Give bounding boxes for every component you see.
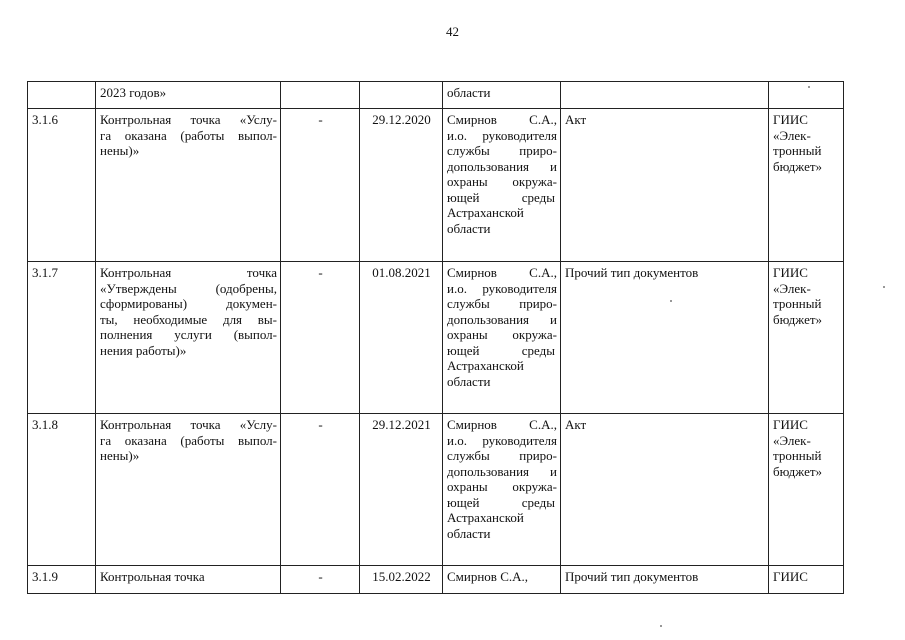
cell-dash: -: [281, 566, 360, 594]
table-row: [28, 262, 844, 414]
cell-date: 29.12.2020: [360, 109, 443, 262]
cell-line: тронный: [773, 296, 822, 311]
cell-line: Астраханской: [447, 205, 524, 220]
cell-line: нены)»: [100, 143, 140, 158]
cell-system: [769, 566, 844, 594]
cell-num: 3.1.7: [28, 262, 96, 414]
cell-line: Астраханской: [447, 358, 524, 373]
cell-line: Контрольная точка «Услу-: [100, 112, 277, 127]
cell-line: области: [447, 525, 491, 541]
cell-line: нены)»: [100, 448, 140, 463]
cell-doc-type: Прочий тип документов: [561, 262, 769, 414]
cell-line: службы приро-: [447, 143, 557, 158]
page-number: 42: [446, 24, 459, 39]
cell-line: Смирнов С.А.,: [447, 569, 529, 584]
cell-line: га оказана (работы выпол-: [100, 432, 277, 448]
cell-line: ГИИС: [773, 112, 808, 127]
scan-speck: [660, 625, 662, 627]
cell-line: охраны окружа-: [447, 479, 557, 494]
cell-line: службы приро-: [447, 448, 557, 463]
cell-doc-type: Акт: [561, 414, 769, 566]
cell-dash: [281, 82, 360, 109]
cell-date: 29.12.2021: [360, 414, 443, 566]
cell-line: сформированы) докумен-: [100, 296, 277, 311]
cell-name: 2023 годов»: [96, 82, 281, 109]
cell-line: допользования и: [447, 463, 557, 479]
cell-line: ГИИС: [773, 569, 808, 584]
cell-line: допользования и: [447, 158, 557, 174]
table-row: [28, 109, 844, 262]
table-row: [28, 566, 844, 594]
cell-line: ГИИС: [773, 417, 808, 432]
cell-name: [96, 262, 281, 414]
cell-date: 15.02.2022: [360, 566, 443, 594]
cell-system: [769, 82, 844, 109]
table-row-continuation: [28, 82, 844, 109]
table-row: [28, 414, 844, 566]
cell-line: «Элек-: [773, 280, 811, 296]
cell-line: Контрольная точка: [100, 265, 277, 280]
cell-name: [96, 566, 281, 594]
cell-line: охраны окружа-: [447, 327, 557, 342]
cell-responsible: [443, 414, 561, 566]
cell-line: бюджет»: [773, 463, 823, 479]
scan-speck: [670, 300, 672, 302]
cell-doc-type: Прочий тип документов: [561, 566, 769, 594]
cell-num: [28, 82, 96, 109]
cell-system: [769, 414, 844, 566]
cell-line: бюджет»: [773, 311, 823, 327]
cell-line: допользования и: [447, 311, 557, 327]
cell-line: «Элек-: [773, 432, 811, 448]
cell-line: ГИИС: [773, 265, 808, 280]
cell-num: 3.1.9: [28, 566, 96, 594]
cell-line: ты, необходимые для вы-: [100, 311, 277, 327]
control-points-table: [27, 81, 844, 594]
cell-line: бюджет»: [773, 158, 823, 174]
cell-line: охраны окружа-: [447, 174, 557, 189]
cell-line: области: [447, 373, 491, 389]
cell-line: Смирнов С.А.,: [447, 112, 557, 127]
cell-dash: -: [281, 109, 360, 262]
cell-line: Контрольная точка: [100, 569, 205, 584]
cell-line: ющей среды: [447, 494, 555, 510]
cell-line: Смирнов С.А.,: [447, 265, 557, 280]
cell-line: ющей среды: [447, 342, 555, 358]
cell-name: [96, 109, 281, 262]
cell-line: тронный: [773, 448, 822, 463]
cell-line: Контрольная точка «Услу-: [100, 417, 277, 432]
cell-line: тронный: [773, 143, 822, 158]
cell-date: 01.08.2021: [360, 262, 443, 414]
cell-system: [769, 109, 844, 262]
cell-system: [769, 262, 844, 414]
scan-speck: [883, 286, 885, 288]
cell-line: «Утверждены (одобрены,: [100, 280, 277, 296]
cell-line: полнения услуги (выпол-: [100, 327, 277, 342]
cell-num: 3.1.6: [28, 109, 96, 262]
cell-dash: -: [281, 262, 360, 414]
cell-line: области: [447, 220, 491, 236]
cell-line: га оказана (работы выпол-: [100, 127, 277, 143]
cell-responsible: [443, 566, 561, 594]
cell-doc-type: Акт: [561, 109, 769, 262]
cell-date: [360, 82, 443, 109]
cell-name: [96, 414, 281, 566]
cell-dash: -: [281, 414, 360, 566]
cell-line: и.о. руководителя: [447, 432, 557, 448]
cell-responsible: [443, 262, 561, 414]
cell-line: и.о. руководителя: [447, 280, 557, 296]
cell-num: 3.1.8: [28, 414, 96, 566]
cell-doc-type: [561, 82, 769, 109]
cell-line: Астраханской: [447, 510, 524, 525]
scan-speck: [808, 86, 810, 88]
cell-line: и.о. руководителя: [447, 127, 557, 143]
cell-line: нения работы)»: [100, 342, 187, 358]
cell-line: Смирнов С.А.,: [447, 417, 557, 432]
cell-line: «Элек-: [773, 127, 811, 143]
cell-line: ющей среды: [447, 189, 555, 205]
cell-line: службы приро-: [447, 296, 557, 311]
cell-responsible: [443, 109, 561, 262]
cell-responsible: области: [443, 82, 561, 109]
